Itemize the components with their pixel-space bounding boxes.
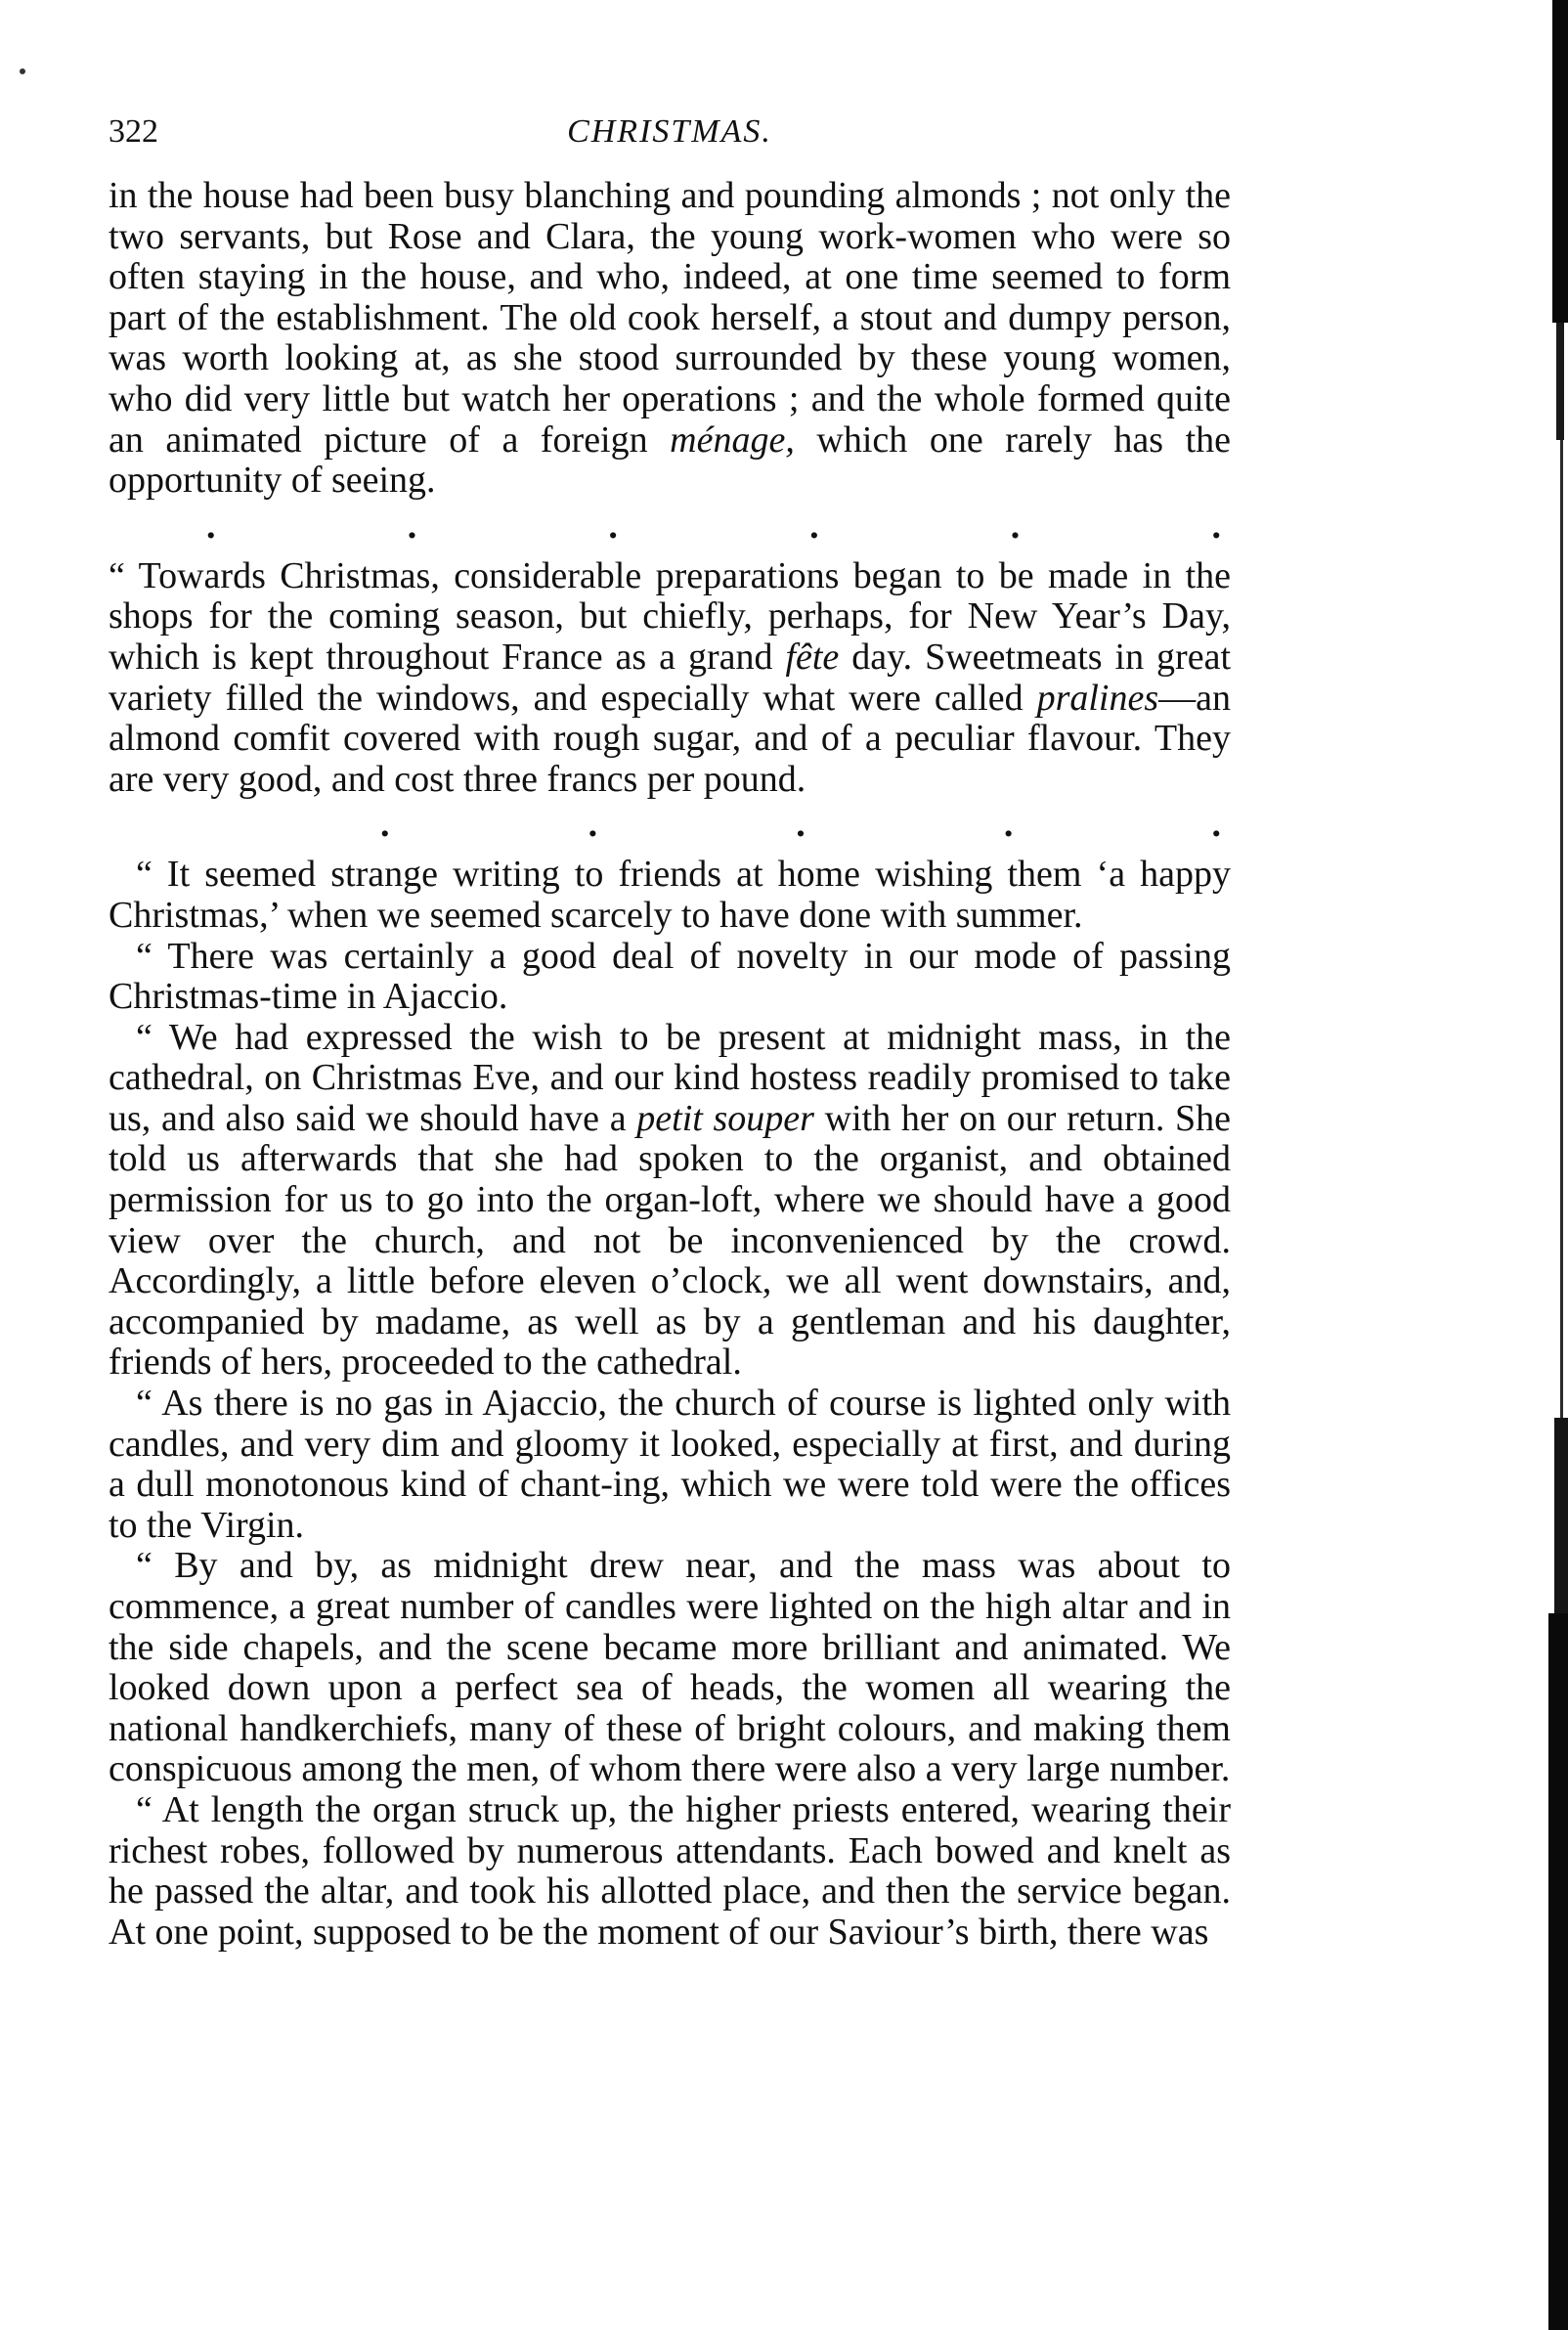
separator-dot: .	[608, 505, 618, 547]
binding-strip	[1560, 440, 1563, 1418]
binding-edge	[1509, 0, 1568, 2330]
paragraph-1-italic: ménage,	[670, 418, 795, 461]
separator-dot: .	[380, 804, 390, 846]
paragraph-7: “ By and by, as midnight drew near, and the mass was about to commence, a great number of candles were lighted on the high altar and in the side chapels, and the scene became more brilliant and animated. We looked down upon a perfect sea of heads, the women all wearing the national handkerchiefs, many of these of bright colours, and making them conspicuous among the men, of whom there were also a very large number.	[109, 1545, 1231, 1790]
paragraph-2-text: “ Towards Christmas, considerable preparations began to be made in the shops for the coming season, but chiefly, perhaps, for New Year’s Day, which is kept throughout France as a grand	[109, 554, 1231, 678]
section-separator-2	[109, 804, 1231, 845]
paragraph-1-end: which one rarely has the opportunity of seeing.	[109, 418, 1231, 502]
running-title: CHRISTMAS.	[567, 113, 772, 150]
separator-dot: .	[407, 505, 417, 547]
paragraph-5-text: “ We had expressed the wish to be present at midnight mass, in the cathedral, on Christmas Eve, and our kind hostess readily promised to take us, and also said we should have a	[109, 1016, 1231, 1139]
separator-dot: .	[588, 804, 598, 846]
paragraph-2-mid: day. Sweetmeats in great variety filled the windows, and especially what were called	[109, 636, 1231, 719]
binding-strip	[1554, 1418, 1568, 1613]
paragraph-3: “ It seemed strange writing to friends at home wishing them ‘a happy Christmas,’ when we seemed scarcely to have done with summer.	[109, 854, 1231, 936]
separator-dot: .	[206, 505, 216, 547]
binding-strip	[1556, 323, 1564, 440]
paragraph-8: “ At length the organ struck up, the higher priests entered, wearing their richest robes, followed by numerous attendants. Each bowed and knelt as he passed the altar, and took his allotted place, and then the service began. At one point, supposed to be the moment of our Saviour’s birth, there was	[109, 1788, 1231, 1953]
paragraph-5-italic: petit souper	[636, 1097, 814, 1139]
separator-dot: .	[1010, 505, 1021, 547]
binding-strip	[1548, 1613, 1568, 2330]
page-number: 322	[109, 113, 158, 150]
paragraph-4: “ There was certainly a good deal of novelty in our mode of passing Christmas-time in Ajaccio.	[109, 935, 1231, 1018]
separator-dot: .	[809, 505, 819, 547]
paragraph-5-end: with her on our return. She told us afterwards that she had spoken to the organist, and obtained permission for us to go into the organ-loft, where we should have a good view over the church, and not be inconvenienced by the crowd. Accordingly, a little before eleven o’clock, we all went downstairs, and, accompanied by madame, as well as by a gentleman and his daughter, friends of hers, proceeded to the cathedral.	[109, 1097, 1231, 1384]
separator-dot: .	[1003, 804, 1014, 846]
running-head	[109, 108, 1231, 156]
section-separator-1	[109, 506, 1231, 547]
paragraph-2	[109, 556, 1231, 801]
separator-dot: .	[796, 804, 806, 846]
body-text	[109, 176, 1231, 1953]
paragraph-1	[109, 176, 1231, 502]
binding-strip	[1552, 0, 1568, 323]
paragraph-5	[109, 1018, 1231, 1384]
separator-dot: .	[1211, 804, 1221, 846]
paragraph-6: “ As there is no gas in Ajaccio, the church of course is lighted only with candles, and very dim and gloomy it looked, especially at first, and during a dull monotonous kind of chant-ing, which we were told were the offices to the Virgin.	[109, 1383, 1231, 1546]
separator-dot: .	[1211, 505, 1221, 547]
paragraph-2-end: —an almond comfit covered with rough sugar, and of a peculiar flavour. They are very good, and cost three francs per pound.	[109, 677, 1231, 800]
paragraph-1-text: in the house had been busy blanching and pounding almonds ; not only the two servants, but Rose and Clara, the young work-women who were so often staying in the house, and who, indeed, at one time seemed to form part of the establishment. The old cook herself, a stout and dumpy person, was worth looking at, as she stood surrounded by these young women, who did very little but watch her operations ; and the whole formed quite an animated picture of a foreign	[109, 175, 1231, 461]
ink-speck	[20, 68, 25, 74]
paragraph-2-italic-pralines: pralines	[1036, 677, 1159, 719]
paragraph-2-italic-fete: fête	[785, 636, 840, 678]
